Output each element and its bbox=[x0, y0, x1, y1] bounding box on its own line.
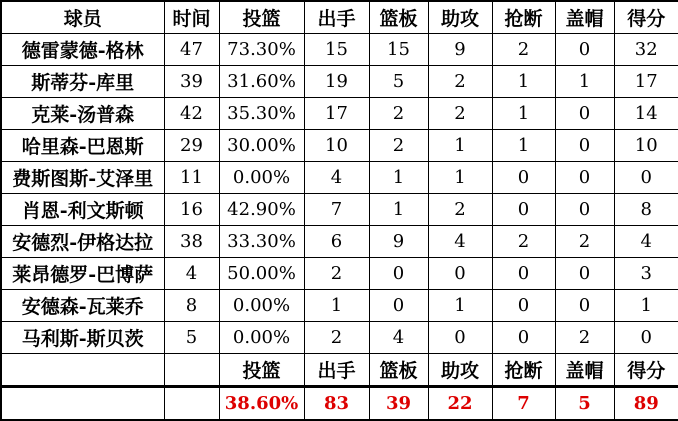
header-fg-pct: 投篮 bbox=[219, 1, 304, 34]
rebounds-cell: 1 bbox=[369, 162, 428, 194]
player-name-cell: 安德烈-伊格达拉 bbox=[1, 226, 164, 258]
header-player: 球员 bbox=[1, 1, 164, 34]
summary-header-rebounds: 篮板 bbox=[369, 354, 428, 387]
total-fg-pct: 38.60% bbox=[219, 387, 304, 421]
player-name-cell: 德雷蒙德-格林 bbox=[1, 34, 164, 66]
rebounds-cell: 15 bbox=[369, 34, 428, 66]
steals-cell: 1 bbox=[492, 98, 555, 130]
summary-header-points: 得分 bbox=[614, 354, 678, 387]
points-cell: 3 bbox=[614, 258, 678, 290]
empty-cell bbox=[1, 354, 164, 387]
steals-cell: 0 bbox=[492, 162, 555, 194]
points-cell: 1 bbox=[614, 290, 678, 322]
rebounds-cell: 2 bbox=[369, 98, 428, 130]
player-row bbox=[1, 98, 678, 130]
points-cell: 0 bbox=[614, 322, 678, 354]
blocks-cell: 0 bbox=[555, 98, 614, 130]
header-points: 得分 bbox=[614, 1, 678, 34]
summary-header-assists: 助攻 bbox=[428, 354, 492, 387]
rebounds-cell: 9 bbox=[369, 226, 428, 258]
minutes-cell: 4 bbox=[164, 258, 219, 290]
blocks-cell: 1 bbox=[555, 66, 614, 98]
assists-cell: 1 bbox=[428, 162, 492, 194]
fg-pct-cell: 30.00% bbox=[219, 130, 304, 162]
empty-cell bbox=[164, 387, 219, 421]
fg-pct-cell: 35.30% bbox=[219, 98, 304, 130]
minutes-cell: 42 bbox=[164, 98, 219, 130]
total-points: 89 bbox=[614, 387, 678, 421]
fga-cell: 7 bbox=[304, 194, 369, 226]
total-rebounds: 39 bbox=[369, 387, 428, 421]
points-cell: 4 bbox=[614, 226, 678, 258]
steals-cell: 0 bbox=[492, 322, 555, 354]
minutes-cell: 16 bbox=[164, 194, 219, 226]
total-assists: 22 bbox=[428, 387, 492, 421]
totals-row bbox=[1, 387, 678, 421]
fga-cell: 2 bbox=[304, 258, 369, 290]
blocks-cell: 0 bbox=[555, 130, 614, 162]
summary-header-row bbox=[1, 354, 678, 387]
blocks-cell: 2 bbox=[555, 226, 614, 258]
player-name-cell: 莱昂德罗-巴博萨 bbox=[1, 258, 164, 290]
rebounds-cell: 2 bbox=[369, 130, 428, 162]
rebounds-cell: 4 bbox=[369, 322, 428, 354]
steals-cell: 1 bbox=[492, 130, 555, 162]
player-row bbox=[1, 194, 678, 226]
assists-cell: 1 bbox=[428, 290, 492, 322]
assists-cell: 0 bbox=[428, 258, 492, 290]
summary-header-steals: 抢断 bbox=[492, 354, 555, 387]
fg-pct-cell: 73.30% bbox=[219, 34, 304, 66]
steals-cell: 0 bbox=[492, 290, 555, 322]
fga-cell: 17 bbox=[304, 98, 369, 130]
summary-header-blocks: 盖帽 bbox=[555, 354, 614, 387]
fga-cell: 6 bbox=[304, 226, 369, 258]
steals-cell: 2 bbox=[492, 34, 555, 66]
fga-cell: 19 bbox=[304, 66, 369, 98]
assists-cell: 2 bbox=[428, 98, 492, 130]
assists-cell: 2 bbox=[428, 194, 492, 226]
blocks-cell: 0 bbox=[555, 34, 614, 66]
header-fga: 出手 bbox=[304, 1, 369, 34]
player-row bbox=[1, 162, 678, 194]
assists-cell: 4 bbox=[428, 226, 492, 258]
steals-cell: 1 bbox=[492, 66, 555, 98]
header-minutes: 时间 bbox=[164, 1, 219, 34]
points-cell: 8 bbox=[614, 194, 678, 226]
blocks-cell: 0 bbox=[555, 194, 614, 226]
fg-pct-cell: 0.00% bbox=[219, 290, 304, 322]
points-cell: 17 bbox=[614, 66, 678, 98]
fg-pct-cell: 0.00% bbox=[219, 322, 304, 354]
player-row bbox=[1, 130, 678, 162]
points-cell: 32 bbox=[614, 34, 678, 66]
player-row bbox=[1, 226, 678, 258]
fg-pct-cell: 33.30% bbox=[219, 226, 304, 258]
blocks-cell: 0 bbox=[555, 258, 614, 290]
steals-cell: 2 bbox=[492, 226, 555, 258]
rebounds-cell: 0 bbox=[369, 290, 428, 322]
fg-pct-cell: 50.00% bbox=[219, 258, 304, 290]
blocks-cell: 0 bbox=[555, 290, 614, 322]
blocks-cell: 0 bbox=[555, 162, 614, 194]
rebounds-cell: 5 bbox=[369, 66, 428, 98]
fga-cell: 2 bbox=[304, 322, 369, 354]
header-blocks: 盖帽 bbox=[555, 1, 614, 34]
player-row bbox=[1, 34, 678, 66]
blocks-cell: 2 bbox=[555, 322, 614, 354]
assists-cell: 9 bbox=[428, 34, 492, 66]
player-name-cell: 哈里森-巴恩斯 bbox=[1, 130, 164, 162]
total-blocks: 5 bbox=[555, 387, 614, 421]
points-cell: 10 bbox=[614, 130, 678, 162]
fg-pct-cell: 31.60% bbox=[219, 66, 304, 98]
rebounds-cell: 0 bbox=[369, 258, 428, 290]
player-name-cell: 安德森-瓦莱乔 bbox=[1, 290, 164, 322]
player-name-cell: 斯蒂芬-库里 bbox=[1, 66, 164, 98]
player-name-cell: 马利斯-斯贝茨 bbox=[1, 322, 164, 354]
minutes-cell: 29 bbox=[164, 130, 219, 162]
minutes-cell: 11 bbox=[164, 162, 219, 194]
assists-cell: 1 bbox=[428, 130, 492, 162]
player-row bbox=[1, 258, 678, 290]
player-row bbox=[1, 322, 678, 354]
steals-cell: 0 bbox=[492, 258, 555, 290]
empty-cell bbox=[1, 387, 164, 421]
fg-pct-cell: 42.90% bbox=[219, 194, 304, 226]
header-assists: 助攻 bbox=[428, 1, 492, 34]
fga-cell: 15 bbox=[304, 34, 369, 66]
header-rebounds: 篮板 bbox=[369, 1, 428, 34]
player-name-cell: 肖恩-利文斯顿 bbox=[1, 194, 164, 226]
minutes-cell: 38 bbox=[164, 226, 219, 258]
minutes-cell: 5 bbox=[164, 322, 219, 354]
minutes-cell: 8 bbox=[164, 290, 219, 322]
assists-cell: 0 bbox=[428, 322, 492, 354]
empty-cell bbox=[164, 354, 219, 387]
player-name-cell: 费斯图斯-艾泽里 bbox=[1, 162, 164, 194]
assists-cell: 2 bbox=[428, 66, 492, 98]
header-row bbox=[1, 1, 678, 34]
total-fga: 83 bbox=[304, 387, 369, 421]
rebounds-cell: 1 bbox=[369, 194, 428, 226]
player-row bbox=[1, 66, 678, 98]
fga-cell: 1 bbox=[304, 290, 369, 322]
minutes-cell: 47 bbox=[164, 34, 219, 66]
total-steals: 7 bbox=[492, 387, 555, 421]
fg-pct-cell: 0.00% bbox=[219, 162, 304, 194]
minutes-cell: 39 bbox=[164, 66, 219, 98]
player-name-cell: 克莱-汤普森 bbox=[1, 98, 164, 130]
fga-cell: 10 bbox=[304, 130, 369, 162]
summary-header-fg-pct: 投篮 bbox=[219, 354, 304, 387]
points-cell: 14 bbox=[614, 98, 678, 130]
summary-header-fga: 出手 bbox=[304, 354, 369, 387]
header-steals: 抢断 bbox=[492, 1, 555, 34]
points-cell: 0 bbox=[614, 162, 678, 194]
fga-cell: 4 bbox=[304, 162, 369, 194]
steals-cell: 0 bbox=[492, 194, 555, 226]
player-row bbox=[1, 290, 678, 322]
